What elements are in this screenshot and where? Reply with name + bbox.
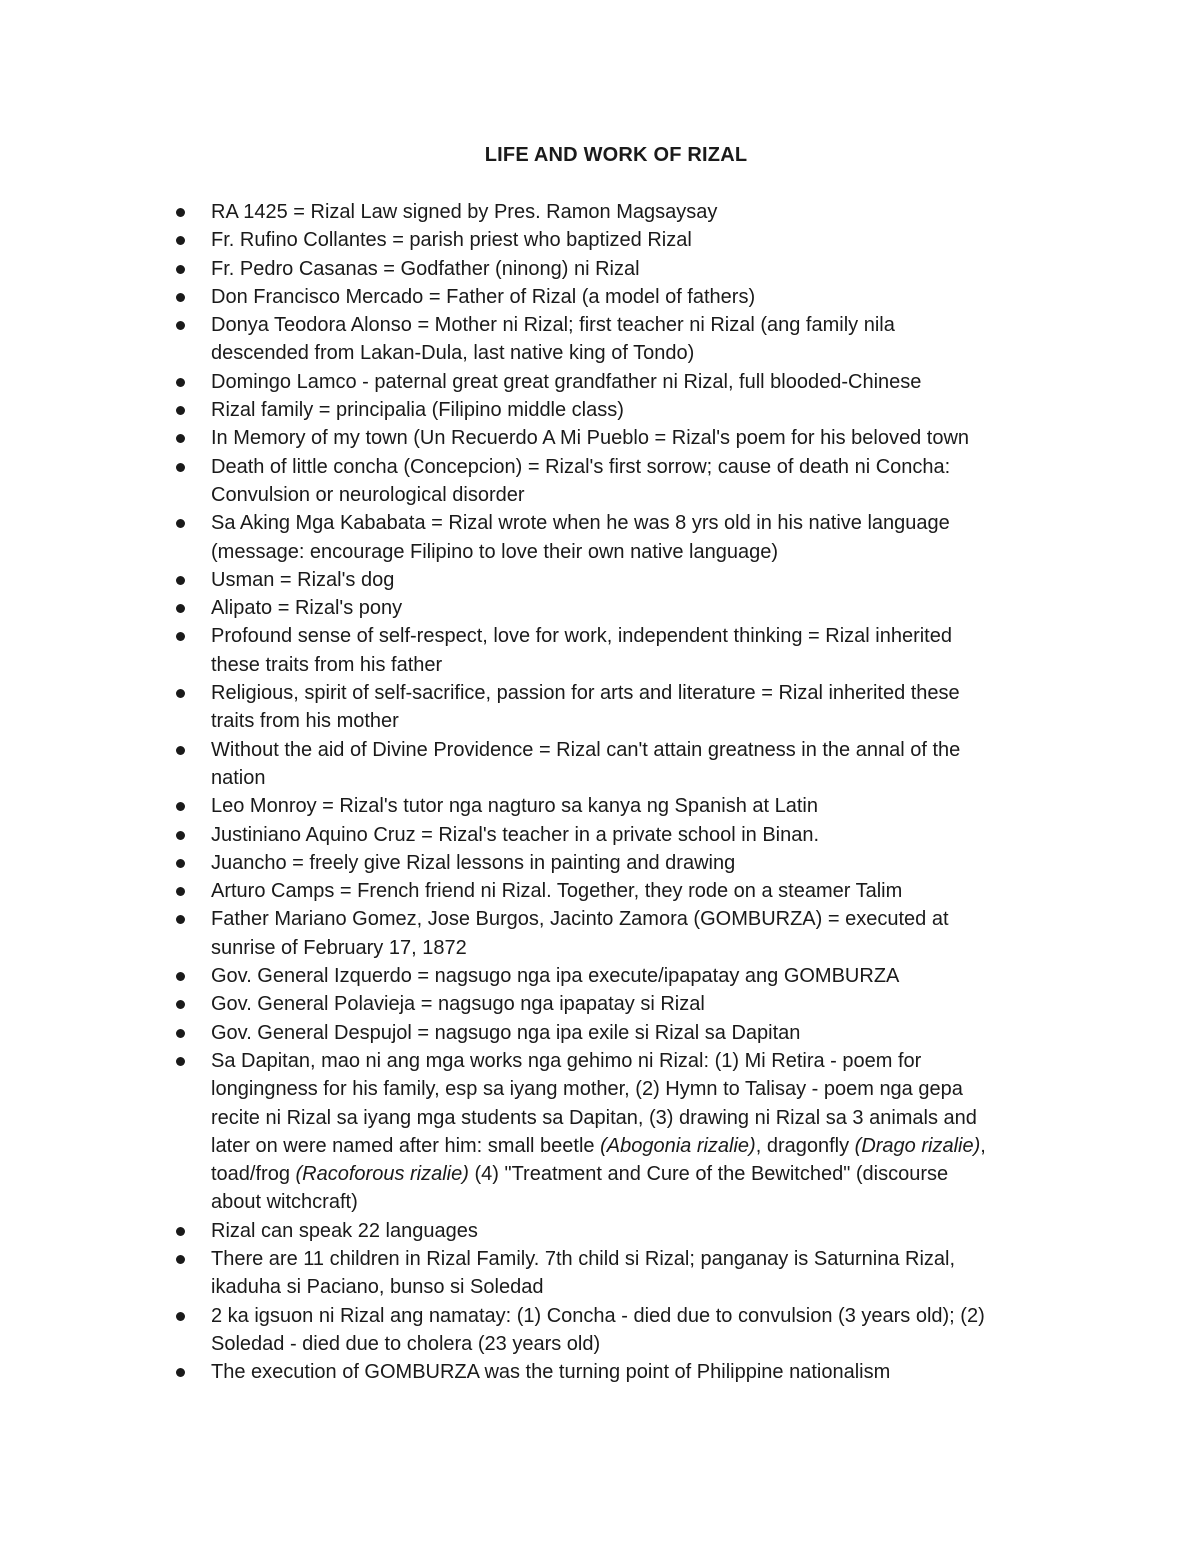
list-item: Justiniano Aquino Cruz = Rizal's teacher in a private school in Binan. — [0, 821, 1200, 849]
bullet-icon — [176, 802, 185, 811]
bullet-icon — [176, 859, 185, 868]
list-item: Leo Monroy = Rizal's tutor nga nagturo sa kanya ng Spanish at Latin — [0, 792, 1200, 820]
bullet-icon — [176, 604, 185, 613]
list-item: RA 1425 = Rizal Law signed by Pres. Ramon Magsaysay — [0, 198, 1200, 226]
list-item: Arturo Camps = French friend ni Rizal. Together, they rode on a steamer Talim — [0, 877, 1200, 905]
list-item: Donya Teodora Alonso = Mother ni Rizal; first teacher ni Rizal (ang family nila descended from Lakan-Dula, last native king of Tondo) — [0, 311, 1200, 368]
list-item: Alipato = Rizal's pony — [0, 594, 1200, 622]
bullet-icon — [176, 321, 185, 330]
species-name: (Drago rizalie) — [854, 1134, 981, 1157]
list-item: Domingo Lamco - paternal great great grandfather ni Rizal, full blooded-Chinese — [0, 368, 1200, 396]
bullet-icon — [176, 1255, 185, 1264]
list-item: Religious, spirit of self-sacrifice, passion for arts and literature = Rizal inherited these traits from his mother — [0, 679, 1200, 736]
list-item: Usman = Rizal's dog — [0, 566, 1200, 594]
list-item: 2 ka igsuon ni Rizal ang namatay: (1) Concha - died due to convulsion (3 years old); (2) Soledad - died due to cholera (23 years old) — [0, 1302, 1200, 1359]
bullet-icon — [176, 378, 185, 387]
list-item: There are 11 children in Rizal Family. 7th child si Rizal; panganay is Saturnina Rizal, ikaduha si Paciano, bunso si Soledad — [0, 1245, 1200, 1302]
bullet-icon — [176, 1227, 185, 1236]
list-item: In Memory of my town (Un Recuerdo A Mi Pueblo = Rizal's poem for his beloved town — [0, 424, 1200, 452]
bullet-icon — [176, 972, 185, 981]
bullet-icon — [176, 1368, 185, 1377]
bullet-icon — [176, 236, 185, 245]
bullet-icon — [176, 1000, 185, 1009]
bullet-icon — [176, 746, 185, 755]
bullet-icon — [176, 293, 185, 302]
species-name: (Abogonia rizalie) — [600, 1134, 756, 1157]
list-item: Sa Aking Mga Kababata = Rizal wrote when he was 8 yrs old in his native language (message: encourage Filipino to love their own native language) — [0, 509, 1200, 566]
list-item: Death of little concha (Concepcion) = Rizal's first sorrow; cause of death ni Concha: Convulsion or neurological disorder — [0, 453, 1200, 510]
bullet-icon — [176, 463, 185, 472]
list-item: Gov. General Despujol = nagsugo nga ipa exile si Rizal sa Dapitan — [0, 1019, 1200, 1047]
list-item: Fr. Pedro Casanas = Godfather (ninong) ni Rizal — [0, 255, 1200, 283]
bullet-icon — [176, 265, 185, 274]
bullet-icon — [176, 208, 185, 217]
bullet-icon — [176, 1029, 185, 1038]
list-item: Gov. General Polavieja = nagsugo nga ipapatay si Rizal — [0, 990, 1200, 1018]
bullet-list — [0, 198, 1200, 1386]
list-item: Profound sense of self-respect, love for work, independent thinking = Rizal inherited these traits from his father — [0, 622, 1200, 679]
bullet-icon — [176, 519, 185, 528]
bullet-icon — [176, 915, 185, 924]
bullet-icon — [176, 576, 185, 585]
bullet-icon — [176, 406, 185, 415]
list-item: Juancho = freely give Rizal lessons in painting and drawing — [0, 849, 1200, 877]
bullet-icon — [176, 632, 185, 641]
bullet-icon — [176, 887, 185, 896]
list-item-dapitan: Sa Dapitan, mao ni ang mga works nga gehimo ni Rizal: (1) Mi Retira - poem for longingness for his family, esp sa iyang mother, (2) Hymn to Talisay - poem nga gepa recite ni Rizal sa iyang mga students sa Dapitan, (3) drawing ni Rizal sa 3 animals and later on were named after him: small beetle (Abogonia rizalie), dragonfly (Drago rizalie), toad/frog (Racoforous rizalie) (4) "Treatment and Cure of the Bewitched" (discourse about witchcraft) — [0, 1047, 1200, 1217]
bullet-icon — [176, 689, 185, 698]
bullet-icon — [176, 434, 185, 443]
list-item: Gov. General Izquerdo = nagsugo nga ipa execute/ipapatay ang GOMBURZA — [0, 962, 1200, 990]
list-item: Fr. Rufino Collantes = parish priest who baptized Rizal — [0, 226, 1200, 254]
list-item: Rizal can speak 22 languages — [0, 1217, 1200, 1245]
list-item: Rizal family = principalia (Filipino middle class) — [0, 396, 1200, 424]
species-name: (Racoforous rizalie) — [295, 1163, 469, 1186]
bullet-icon — [176, 1057, 185, 1066]
list-item: Without the aid of Divine Providence = Rizal can't attain greatness in the annal of the nation — [0, 736, 1200, 793]
list-item: Father Mariano Gomez, Jose Burgos, Jacinto Zamora (GOMBURZA) = executed at sunrise of February 17, 1872 — [0, 905, 1200, 962]
bullet-icon — [176, 831, 185, 840]
list-item: The execution of GOMBURZA was the turning point of Philippine nationalism — [0, 1358, 1200, 1386]
bullet-icon — [176, 1312, 185, 1321]
list-item: Don Francisco Mercado = Father of Rizal (a model of fathers) — [0, 283, 1200, 311]
document-title: LIFE AND WORK OF RIZAL — [484, 144, 748, 166]
